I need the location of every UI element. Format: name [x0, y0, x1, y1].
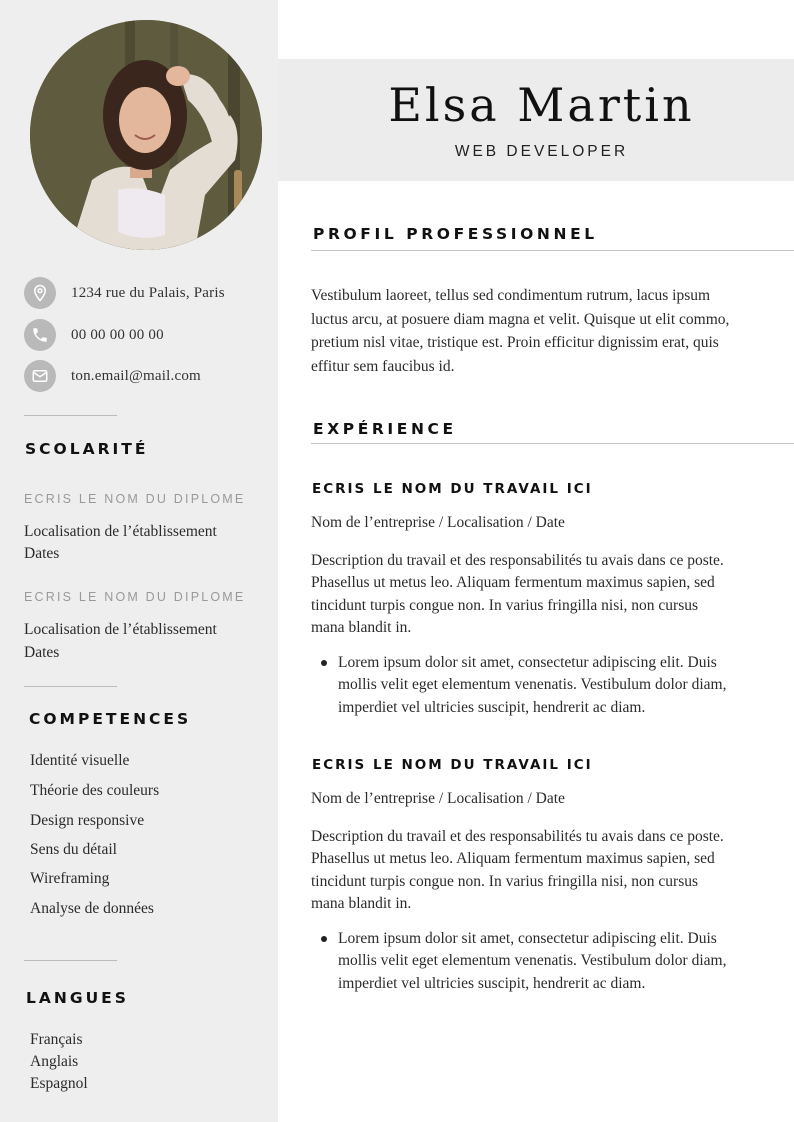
summary-heading: PROFIL PROFESSIONNEL — [313, 225, 598, 243]
email-text: ton.email@mail.com — [71, 367, 201, 384]
school-dates: Dates — [24, 644, 60, 661]
bullet-line: mollis velit eget elementum venenatis. Vestibulum dolor diam, — [338, 676, 727, 694]
job-title: ECRIS LE NOM DU TRAVAIL ICI — [312, 757, 593, 773]
experience-heading: EXPÉRIENCE — [313, 420, 457, 438]
bullet-line: mollis velit eget elementum venenatis. Vestibulum dolor diam, — [338, 952, 727, 970]
job-meta: Nom de l’entreprise / Localisation / Date — [311, 514, 565, 531]
job-bullet — [338, 928, 778, 995]
phone-icon — [24, 319, 56, 351]
address-text: 1234 rue du Palais, Paris — [71, 284, 225, 301]
school-location: Localisation de l’établissement — [24, 621, 217, 638]
job-role: WEB DEVELOPER — [454, 143, 629, 160]
skills-heading: COMPETENCES — [29, 710, 192, 728]
skill-item: Analyse de données — [30, 900, 154, 917]
mail-icon — [24, 360, 56, 392]
profile-photo — [30, 20, 262, 250]
job-title: ECRIS LE NOM DU TRAVAIL ICI — [312, 481, 593, 497]
bullet-icon — [321, 936, 327, 942]
diploma-name: ECRIS LE NOM DU DIPLOME — [24, 492, 246, 506]
contact-phone — [24, 318, 264, 352]
diploma-name: ECRIS LE NOM DU DIPLOME — [24, 590, 246, 604]
bullet-icon — [321, 660, 327, 666]
divider — [24, 415, 117, 416]
description-line: Description du travail et des responsabilités tu avais dans ce poste. — [311, 552, 724, 569]
bullet-line: Lorem ipsum dolor sit amet, consectetur adipiscing elit. Duis — [338, 930, 717, 947]
education-heading: SCOLARITÉ — [25, 440, 149, 458]
languages-heading: LANGUES — [26, 989, 129, 1007]
summary-line: luctus arcu, at posuere diam magna et velit. Quisque ut elit commo, — [311, 310, 730, 328]
bullet-line: imperdiet vel ultricies suscipit, hendrerit ac diam. — [338, 698, 646, 716]
bullet-line: Lorem ipsum dolor sit amet, consectetur adipiscing elit. Duis — [338, 654, 717, 671]
phone-text: 00 00 00 00 00 — [71, 326, 164, 343]
sidebar — [0, 0, 278, 1122]
contact-email — [24, 359, 264, 393]
description-line: Description du travail et des responsabilités tu avais dans ce poste. — [311, 828, 724, 845]
contact-address — [24, 276, 264, 310]
skill-item: Sens du détail — [30, 841, 117, 858]
job-meta: Nom de l’entreprise / Localisation / Date — [311, 790, 565, 807]
job-bullet — [338, 652, 778, 719]
description-line: Phasellus ut metus leo. Aliquam fermentum maximus sapien, sed — [311, 574, 715, 592]
language-item: Anglais — [30, 1053, 79, 1070]
language-item: Français — [30, 1031, 83, 1048]
description-line: Phasellus ut metus leo. Aliquam fermentum maximus sapien, sed — [311, 850, 715, 868]
skill-item: Identité visuelle — [30, 752, 130, 769]
skill-item: Théorie des couleurs — [30, 782, 160, 799]
summary-line: Vestibulum laoreet, tellus sed condimentum rutrum, lacus ipsum — [311, 287, 711, 304]
school-dates: Dates — [24, 545, 60, 562]
person-name: Elsa Martin — [388, 78, 695, 132]
summary-line: effitur sem faucibus id. — [311, 357, 455, 375]
job-description — [311, 826, 781, 915]
section-rule — [311, 250, 794, 251]
summary-text — [311, 284, 781, 378]
divider — [24, 960, 117, 961]
school-location: Localisation de l’établissement — [24, 523, 217, 540]
divider — [24, 686, 117, 687]
summary-line: pretium nisl vitae, tristique est. Proin efficitur dignissim erat, quis — [311, 334, 719, 351]
skill-item: Design responsive — [30, 812, 145, 829]
description-line: tincidunt turpis congue non. In varius fringilla nisi, non cursus — [311, 596, 699, 614]
language-item: Espagnol — [30, 1075, 88, 1092]
job-description — [311, 550, 781, 639]
description-line: mana blandit in. — [311, 618, 412, 636]
location-pin-icon — [24, 277, 56, 309]
bullet-line: imperdiet vel ultricies suscipit, hendrerit ac diam. — [338, 974, 646, 992]
description-line: tincidunt turpis congue non. In varius fringilla nisi, non cursus — [311, 872, 699, 890]
description-line: mana blandit in. — [311, 894, 412, 912]
section-rule — [311, 443, 794, 444]
skill-item: Wireframing — [30, 870, 110, 887]
